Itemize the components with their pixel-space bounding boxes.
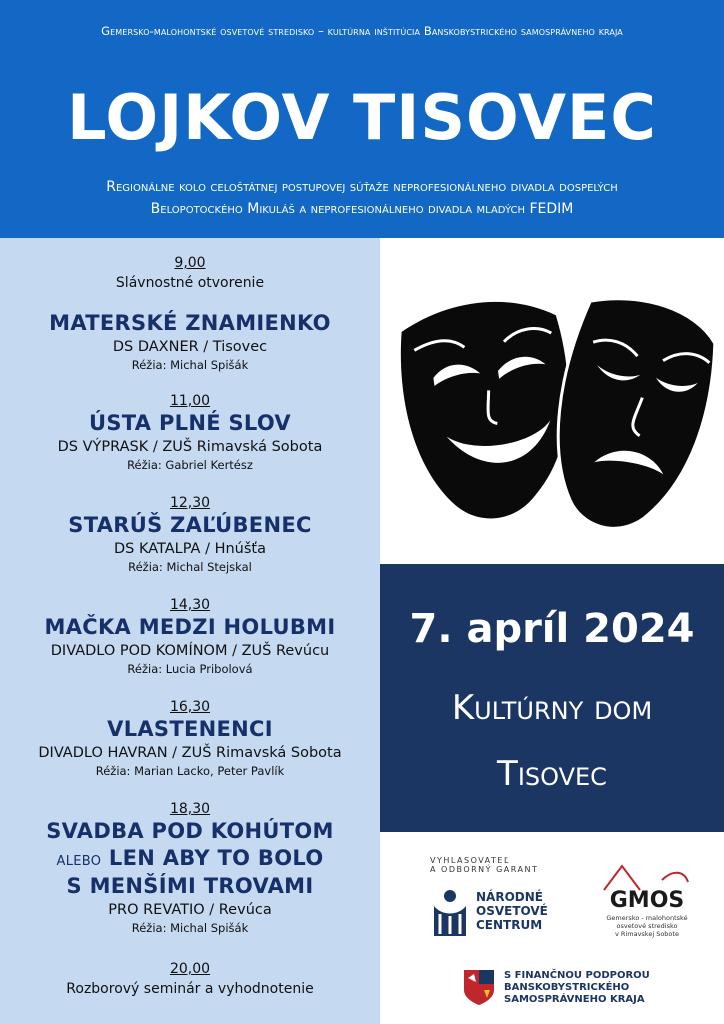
play-title-3: STARÚŠ ZAĽÚBENEC [68,513,312,537]
play-time-4: 14,30 [169,597,211,613]
event-title: LOJKOV TISOVEC [67,81,657,154]
header-banner [0,0,724,238]
play-title-4: MAČKA MEDZI HOLUBMI [44,615,336,639]
play-group-4: DIVADLO POD KOMÍNOM / ZUŠ Revúcu [50,643,330,659]
noc-text-2: OSVETOVÉ [476,904,548,918]
subtitle-line-1: Regionálne kolo celoštátnej postupovej súťaže neprofesionálneho divadla dospelých [106,179,618,195]
play-time-3: 12,30 [169,495,211,511]
play-group-1: DS DAXNER / Tisovec [112,339,268,355]
garant-label [430,856,538,874]
play-title-6-line-2 [0,845,380,873]
program-item-3 [0,494,380,575]
play-title-2: ÚSTA PLNÉ SLOV [89,411,291,435]
play-director-5: Réžia: Marian Lacko, Peter Pavlík [95,764,285,778]
bbsk-support-text [504,970,650,1006]
play-title-6-part-2: LEN ABY TO BOLO [108,846,324,870]
play-director-1: Réžia: Michal Spišák [131,358,249,372]
alebo-word: alebo [56,849,102,870]
program-item-2 [0,392,380,473]
noc-logo-icon [430,886,470,942]
play-time-5: 16,30 [169,699,211,715]
closing-desc: Rozborový seminár a vyhodnotenie [66,981,314,997]
program-opening [0,254,380,293]
bbsk-line-1: S FINANČNOU PODPOROU [504,970,650,981]
gmos-sub-1: Gemersko - malohontské [606,914,688,922]
theatre-masks-icon [380,238,724,564]
program-closing [0,960,380,999]
event-date: 7. apríl 2024 [409,606,695,652]
garant-line-1: VYHLASOVATEĽ [430,856,510,865]
gmos-sub-3: v Rimavskej Sobote [615,930,679,938]
noc-text-3: CENTRUM [476,918,543,932]
organizer-line: Gemersko-malohontské osvetové stredisko – kultúrna inštitúcia Banskobystrického samosprávneho kraja [101,24,623,38]
opening-desc: Slávnostné otvorenie [115,275,265,291]
play-title-5: VLASTENENCI [107,717,273,741]
play-director-2: Réžia: Gabriel Kertész [127,458,253,472]
gmos-subtitle [592,914,702,938]
play-title-6-line-3: S MENŠÍMI TROVAMI [66,874,314,898]
event-subtitle [0,176,724,220]
play-time-2: 11,00 [169,393,211,409]
gmos-logo [592,862,702,952]
bbsk-line-3: SAMOSPRÁVNEHO KRAJA [504,994,645,1005]
bbsk-coat-of-arms-icon [462,968,496,1006]
subtitle-line-2: Belopotockého Mikuláš a neprofesionálneho divadla mladých FEDIM [150,201,574,217]
closing-time: 20,00 [169,961,211,977]
play-group-6: PRO REVATIO / Revúca [108,902,272,918]
program-panel [0,238,380,1024]
play-director-4: Réžia: Lucia Pribolová [127,662,253,676]
noc-text-1: NÁRODNÉ [476,890,543,904]
venue-line-2: Tisovec [497,754,607,794]
program-item-5 [0,698,380,779]
gmos-wordmark: GMOS [609,888,685,913]
bbsk-line-2: BANSKOBYSTRICKÉHO [504,982,630,993]
program-item-6 [0,800,380,936]
program-item-1 [0,310,380,373]
noc-logo-text [476,890,548,932]
garant-line-2: A ODBORNÝ GARANT [430,865,539,874]
date-venue-box [380,564,724,832]
logos-area [380,832,724,1024]
play-time-6: 18,30 [169,801,211,817]
play-director-6: Réžia: Michal Spišák [131,921,249,935]
play-group-3: DS KATALPA / Hnúšťa [113,541,266,557]
play-title-1: MATERSKÉ ZNAMIENKO [49,311,331,335]
theatre-masks-illustration [380,238,724,564]
play-group-2: DS VÝPRASK / ZUŠ Rimavská Sobota [57,439,323,455]
play-director-3: Réžia: Michal Stejskal [128,560,252,574]
play-title-6: SVADBA POD KOHÚTOM [46,819,334,843]
play-group-5: DIVADLO HAVRAN / ZUŠ Rimavská Sobota [38,745,342,761]
gmos-sub-2: osvetové stredisko [616,922,678,930]
program-item-4 [0,596,380,677]
venue-line-1: Kultúrny dom [451,688,653,728]
opening-time: 9,00 [174,255,206,271]
